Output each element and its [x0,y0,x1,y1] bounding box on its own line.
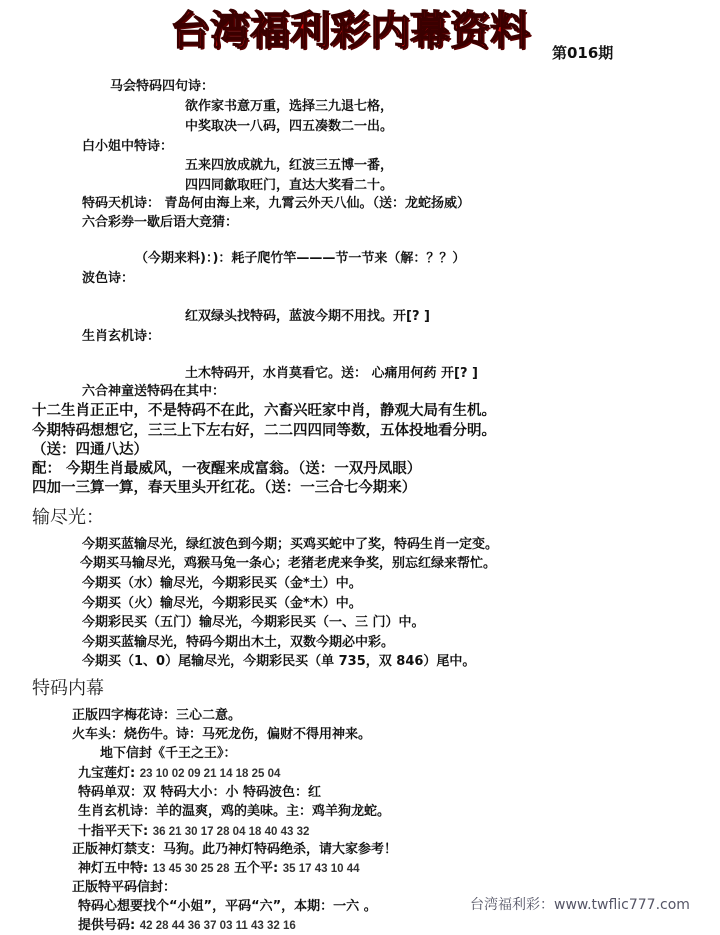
poem-line: 欲作家书意万重，选择三九退七格， [185,99,394,114]
shentong-line: 十二生肖正正中，不是特码不在此，六畜兴旺家中肖，静观大局有生机。 [32,403,496,419]
list-item: 今期买蓝输尽光，绿红波色到今期；买鸡买蛇中了奖，特码生肖一定变。 [82,537,499,552]
tianji-poem: 特码天机诗： 青岛何由海上来，九霄云外天八仙。（送：龙蛇扬威） [82,196,471,211]
jiubao-numbers: 23 10 02 09 21 14 18 25 04 [139,768,281,780]
shizhi-numbers: 36 21 30 17 28 04 18 40 43 32 [152,826,310,838]
wuzhong-label: 神灯五中特: [78,861,149,876]
shizhi-line [78,824,309,840]
mahui-label: 马会特码四句诗： [110,79,215,94]
xuanji-line: 生肖玄机诗：羊的温爽，鸡的美味。主：鸡羊狗龙蛇。 [78,804,391,819]
page-title: 台湾福利彩内幕资料 [170,7,530,54]
section-heading-shujinguang: 输尽光： [32,507,104,528]
list-item: 今期彩民买（五门）输尽光，今期彩民买（一、三 门）中。 [82,615,425,630]
tigong-line [78,918,296,934]
list-item: 今期买马输尽光，鸡猴马兔一条心；老猪老虎来争奖，别忘红绿来帮忙。 [80,556,497,571]
huochetou-line: 火车头：烧伤牛。诗：马死龙伤，偏财不得用神来。 [72,727,372,742]
shengxiao-label: 生肖玄机诗： [82,329,161,344]
shentong-label: 六合神童送特码在其中： [82,384,226,399]
shentong-line: （送：四通八达） [32,442,148,458]
list-item: 今期买（火）输尽光，今期彩民买（金*木）中。 [82,596,362,611]
wuping-label: 五个平: [234,861,279,876]
list-item: 今期买（1、0）尾输尽光，今期彩民买（单 735，双 846）尾中。 [82,654,476,669]
meihua-line: 正版四字梅花诗：三心二意。 [72,708,242,723]
shentong-line: 配： 今期生肖最威风，一夜醒来成富翁。（送：一双丹凤眼） [32,461,422,477]
shendeng-line: 正版神灯禁支：马狗。此乃神灯特码绝杀，请大家参考！ [72,842,398,857]
dixia-line: 地下信封《千王之王》： [100,746,237,761]
issue-number: 第016期 [552,44,614,62]
wuping-numbers: 35 17 43 10 44 [282,863,360,875]
section-heading-temaneimu: 特码内幕 [32,678,104,699]
site-watermark: 台湾福利彩：www.twflic777.com [470,897,690,913]
shizhi-label: 十指平天下: [78,824,149,839]
xiehouyu-label: 六合彩券一歇后语大竞猜： [82,215,239,230]
jiubao-label: 九宝莲灯: [78,766,136,781]
list-item: 今期买蓝输尽光，特码今期出木土，双数今期必中彩。 [82,635,395,650]
shentong-line: 今期特码想想它，三三上下左右好，二二四四同等数，五体投地看分明。 [32,423,496,439]
shengxiao-line: 土木特码开，水肖莫看它。送： 心痛用何药 开[? ] [185,366,479,381]
bose-label: 波色诗： [82,271,135,286]
shentong-line: 四加一三算一算，春天里头开红花。（送：一三合七今期来） [32,480,417,496]
bai-label: 白小姐中特诗： [82,139,174,154]
poem-line: 四四同歙取旺门，直达大奖看二十。 [185,178,394,193]
poem-line: 中奖取决一八码，四五凑数二一出。 [185,119,394,134]
wuzhong-line [78,861,360,877]
bose-line: 红双绿头找特码，蓝波今期不用找。开[? ] [185,309,430,324]
xiaojie-line: 特码心想要找个“小姐”，平码“六”，本期：一六 。 [78,899,377,914]
danshuang-line: 特码单双：双 特码大小：小 特码波色：红 [78,785,322,800]
tigong-label: 提供号码: [78,918,136,933]
poem-line: 五来四放成就九，红波三五博一番， [185,158,394,173]
tigong-numbers: 42 28 44 36 37 03 11 43 32 16 [139,920,296,932]
xiehouyu-line: （今期来料)：)：耗子爬竹竿———节一节来（解：？？） [135,251,466,266]
list-item: 今期买（水）输尽光，今期彩民买（金*土）中。 [82,576,362,591]
xinfeng-label: 正版特平码信封： [72,880,177,895]
wuzhong-numbers: 13 45 30 25 28 [152,863,230,875]
jiubao-line [78,766,280,782]
